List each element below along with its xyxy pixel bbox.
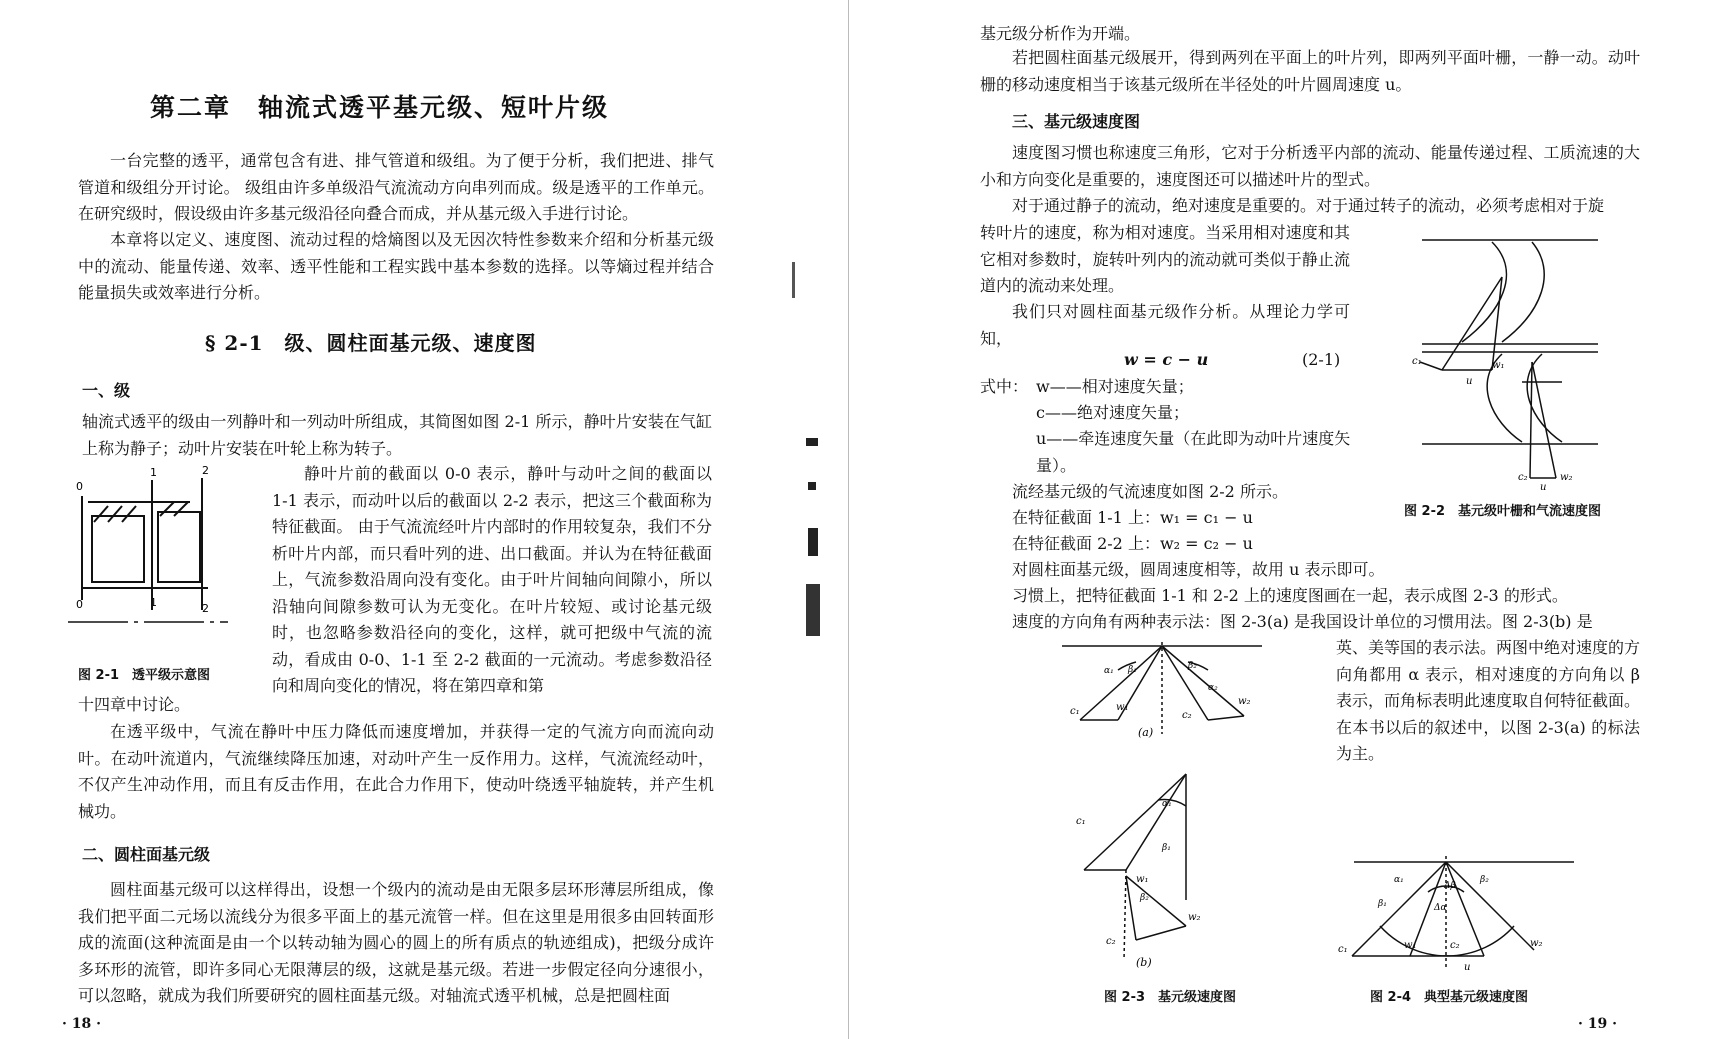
page-number-left: · 18 · xyxy=(62,1016,101,1032)
paragraph-velocity-4: 流经基元级的气流速度如图 2-2 所示。 xyxy=(1012,482,1288,501)
fig24-label-b1: β₁ xyxy=(1378,899,1387,909)
definition-u: u——牵连速度矢量（在此即为动叶片速度矢量）。 xyxy=(1036,429,1351,475)
fig22-label-w1: w₁ xyxy=(1492,360,1505,371)
paragraph-velocity-6: 在特征截面 2-2 上：w₂ = c₂ − u xyxy=(1012,534,1253,553)
paragraph-velocity-9b: 英、美等国的表示法。两图中绝对速度的方向角都用 α 表示，相对速度的方向角以 β 表示，而角标表明此速度取自何特征截面。在本书以后的叙述中，以图 2-3(a) 的标法为主。 xyxy=(1336,638,1641,763)
paragraph-velocity-3: 我们只对圆柱面基元级作分析。从理论力学可知， xyxy=(980,302,1350,348)
fig-label-1: 1 xyxy=(150,466,157,479)
figure-2-3-caption: 图 2-3 基元级速度图 xyxy=(1104,990,1237,1005)
where-label: 式中： xyxy=(980,377,1029,396)
paragraph-velocity-2b: 转叶片的速度，称为相对速度。当采用相对速度和其它相对参数时，旋转叶列内的流动就可类似于静止流道内的流动来处理。 xyxy=(980,223,1350,295)
fig22-label-c1: c₁ xyxy=(1412,356,1422,367)
figure-2-1 xyxy=(68,460,258,630)
fig24-label-u: u xyxy=(1464,962,1471,973)
fig23a-label-a2: α₂ xyxy=(1208,683,1218,693)
fig23a-label-c2: c₂ xyxy=(1182,710,1192,721)
fig24-label-b2: β₂ xyxy=(1480,875,1489,885)
fig-label-1-bottom: 1 xyxy=(150,596,157,609)
fig23b-label-w1: w₁ xyxy=(1136,874,1149,885)
fig-label-0-bottom: 0 xyxy=(76,598,83,611)
fig-label-2-bottom: 2 xyxy=(202,602,209,615)
right-page xyxy=(862,0,1714,1039)
gutter-mark xyxy=(792,262,795,298)
equation-number-2-1: (2-1) xyxy=(1302,350,1341,369)
definition-w: w——相对速度矢量； xyxy=(1036,377,1194,396)
fig23a-label-c1: c₁ xyxy=(1070,706,1080,717)
figure-2-3a xyxy=(1058,640,1264,740)
paragraph-stage-3: 十四章中讨论。 xyxy=(78,695,191,714)
gutter-mark xyxy=(806,584,820,636)
fig23b-label-c1: c₁ xyxy=(1076,816,1086,827)
left-page xyxy=(0,0,848,1039)
fig-label-0: 0 xyxy=(76,480,83,493)
fig24-label-db: Δβ xyxy=(1444,881,1456,891)
paragraph-velocity-2a: 对于通过静子的流动，绝对速度是重要的。对于通过转子的流动，必须考虑相对于旋 xyxy=(1012,196,1605,215)
page-number-right: · 19 · xyxy=(1578,1016,1617,1032)
fig23a-label-b2: β₂ xyxy=(1188,661,1197,671)
figure-2-4-caption: 图 2-4 典型基元级速度图 xyxy=(1370,990,1529,1005)
section-title: § 2-1 级、圆柱面基元级、速度图 xyxy=(205,331,537,355)
paragraph-stage-1: 轴流式透平的级由一列静叶和一列动叶所组成，其简图如图 2-1 所示，静叶片安装在气缸上称为静子；动叶片安装在叶轮上称为转子。 xyxy=(82,412,712,458)
fig24-label-da: Δα xyxy=(1434,903,1447,913)
paragraph-velocity-1: 速度图习惯也称速度三角形，它对于分析透平内部的流动、能量传递过程、工质流速的大小和方向变化是重要的，速度图还可以描述叶片的型式。 xyxy=(980,143,1640,189)
paragraph-top-1: 基元级分析作为开端。 xyxy=(980,24,1141,43)
fig22-label-u: u xyxy=(1466,376,1473,387)
fig23b-label-b1: β₁ xyxy=(1162,843,1171,853)
fig-label-2: 2 xyxy=(202,464,209,477)
definition-c: c——绝对速度矢量； xyxy=(1036,403,1189,422)
intro-paragraph-2: 本章将以定义、速度图、流动过程的焓熵图以及无因次特性参数来介绍和分析基元级中的流动、能量传递、效率、透平性能和工程实践中基本参数的选择。以等熵过程并结合能量损失或效率进行分析。 xyxy=(78,230,714,302)
fig23a-label-w1: w₁ xyxy=(1116,702,1129,713)
paragraph-stage-4: 在透平级中，气流在静叶中压力降低而速度增加，并获得一定的气流方向而流向动叶。在动叶流道内，气流继续降压加速，对动叶产生一反作用力。这样，气流流经动叶，不仅产生冲动作用，而且有反击作用，在此合力作用下，使动叶绕透平轴旋转，并产生机械功。 xyxy=(78,722,714,821)
paragraph-velocity-8: 习惯上，把特征截面 1-1 和 2-2 上的速度图画在一起，表示成图 2-3 的形式。 xyxy=(1012,586,1568,605)
paragraph-cylindrical: 圆柱面基元级可以这样得出，设想一个级内的流动是由无限多层环形薄层所组成，像我们把平面二元场以流线分为很多平面上的基元流管一样。但在这里是用很多由回转面形成的流面(这种流面是由一个以转动轴为圆心的圆上的所有质点的轨迹组成)，把级分成许多环形的流管，即许多同心无限薄层的级，这就是基元级。若进一步假定径向分速很小，可以忽略，就成为我们所要研究的圆柱面基元级。对轴流式透平机械，总是把圆柱面 xyxy=(78,880,714,1005)
chapter-title: 第二章 轴流式透平基元级、短叶片级 xyxy=(150,93,610,122)
figure-2-2 xyxy=(1382,232,1602,492)
fig24-label-a1: α₁ xyxy=(1394,875,1404,885)
gutter-mark xyxy=(808,482,816,490)
heading-velocity-diagram: 三、基元级速度图 xyxy=(1012,112,1141,131)
heading-stage: 一、级 xyxy=(82,381,131,400)
heading-cylindrical: 二、圆柱面基元级 xyxy=(82,845,211,864)
paragraph-velocity-5: 在特征截面 1-1 上：w₁ = c₁ − u xyxy=(1012,508,1253,527)
paragraph-stage-2: 静叶片前的截面以 0-0 表示，静叶与动叶之间的截面以 1-1 表示，而动叶以后的截面以 2-2 表示，把这三个截面称为特征截面。 由于气流流经叶片内部时的作用较复杂，我们不分析叶片内部，而只看叶列的进、出口截面。并认为在特征截面上，气流参数沿周向没有变化。由于叶片间轴向间隙小，所以沿轴向间隙参数可认为无变化。在叶片较短、或讨论基元级时，也忽略参数沿径向的变化，这样，就可把级中气流的流动，看成由 0-0、1-1 至 2-2 截面的一元流动。考虑参数沿径向和周向变化的情况，将在第四章和第 xyxy=(272,464,712,695)
fig22-label-u2: u xyxy=(1540,482,1547,492)
fig23b-label-c2: c₂ xyxy=(1106,936,1116,947)
equation-2-1: w = c − u xyxy=(1124,350,1209,369)
figure-2-3b xyxy=(1066,770,1226,970)
fig24-label-c2: c₂ xyxy=(1450,940,1460,951)
figure-2-4 xyxy=(1334,852,1574,976)
fig24-label-w1: w₁ xyxy=(1404,940,1417,951)
fig24-label-w2: w₂ xyxy=(1530,938,1543,949)
fig22-label-w2: w₂ xyxy=(1560,472,1573,483)
figure-2-1-caption: 图 2-1 透平级示意图 xyxy=(78,668,211,683)
figure-2-2-caption: 图 2-2 基元级叶栅和气流速度图 xyxy=(1404,504,1602,519)
paragraph-top-2: 若把圆柱面基元级展开，得到两列在平面上的叶片列，即两列平面叶栅，一静一动。动叶栅的移动速度相当于该基元级所在半径处的叶片圆周速度 u。 xyxy=(980,48,1640,94)
fig23a-label-w2: w₂ xyxy=(1238,696,1251,707)
fig23b-label-b2: β₂ xyxy=(1140,893,1149,903)
gutter-mark xyxy=(806,438,818,446)
intro-paragraph-1: 一台完整的透平，通常包含有进、排气管道和级组。为了便于分析，我们把进、排气管道和级组分开讨论。 级组由许多单级沿气流流动方向串列而成。级是透平的工作单元。在研究级时，假设级由许多基元级沿径向叠合而成，并从基元级入手进行讨论。 xyxy=(78,151,714,223)
fig22-label-c2: c₂ xyxy=(1518,472,1528,483)
fig23a-label-b1: β₁ xyxy=(1128,665,1137,675)
fig23b-sublabel: (b) xyxy=(1136,956,1152,969)
fig23b-label-w2: w₂ xyxy=(1188,912,1201,923)
gutter-mark xyxy=(808,528,818,556)
paragraph-velocity-7: 对圆柱面基元级，圆周速度相等，故用 u 表示即可。 xyxy=(1012,560,1385,579)
fig23a-label-a1: α₁ xyxy=(1104,666,1114,676)
fig23a-sublabel: (a) xyxy=(1138,726,1154,739)
fig24-label-c1: c₁ xyxy=(1338,944,1348,955)
paragraph-velocity-9a: 速度的方向角有两种表示法：图 2-3(a) 是我国设计单位的习惯用法。图 2-3(b) 是 xyxy=(1012,612,1593,631)
fig23b-label-a1: α₁ xyxy=(1162,799,1172,809)
